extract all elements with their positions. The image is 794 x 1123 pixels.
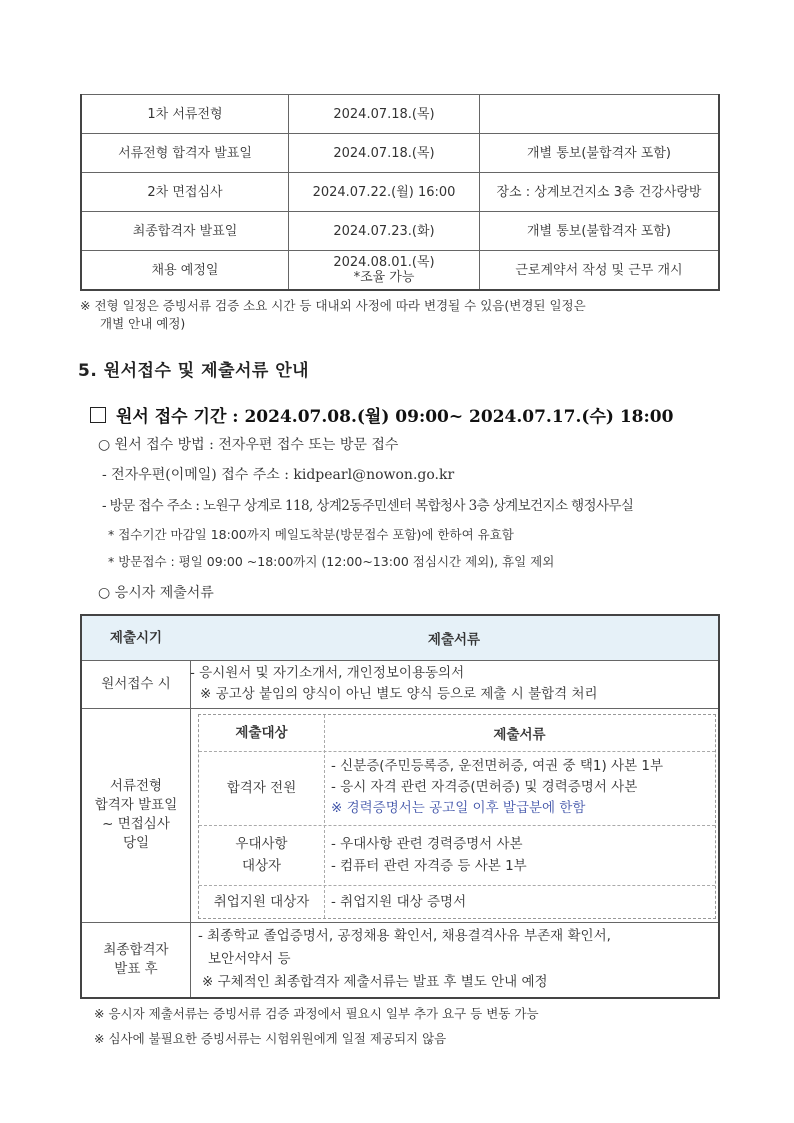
date-text: 2024.08.01.(목)	[333, 255, 435, 270]
table-header	[82, 616, 718, 661]
date-cell	[289, 251, 480, 291]
stage-cell: 서류전형 합격자 발표일	[81, 134, 289, 173]
when-line: 발표 후	[114, 960, 158, 977]
doc-note: ※ 공고상 붙임의 양식이 아닌 별도 양식 등으로 제출 시 불합격 처리	[200, 686, 598, 702]
stage-cell: 2차 면접심사	[81, 173, 289, 212]
table-row	[81, 134, 719, 173]
stage-cell: 1차 서류전형	[81, 95, 289, 134]
target-line: 우대사항	[235, 836, 288, 852]
header-when: 제출시기	[109, 629, 163, 646]
application-method: ○ 원서 접수 방법 : 전자우편 접수 또는 방문 접수	[98, 437, 399, 453]
inner-row	[199, 751, 715, 826]
when-line: 서류전형	[109, 778, 163, 794]
stage-cell: 최종합격자 발표일	[81, 212, 289, 251]
documents-heading: ○ 응시자 제출서류	[98, 585, 214, 601]
inner-header-target: 제출대상	[235, 725, 288, 741]
stage-cell: 채용 예정일	[81, 251, 289, 291]
section-title: 5. 원서접수 및 제출서류 안내	[78, 361, 310, 381]
when-line: ~ 면접심사	[102, 816, 170, 832]
table-row	[81, 173, 719, 212]
date-cell: 2024.07.22.(월) 16:00	[289, 173, 480, 212]
doc-line: 보안서약서 등	[208, 951, 291, 967]
schedule-table	[80, 94, 720, 291]
table-row	[82, 922, 718, 997]
table-row	[81, 251, 719, 291]
deadline-note: * 접수기간 마감일 18:00까지 메일도착분(방문접수 포함)에 한하여 유효함	[108, 527, 514, 542]
bottom-note: ※ 심사에 불필요한 증빙서류는 시험위원에게 일절 제공되지 않음	[94, 1031, 447, 1046]
doc-note: ※ 구체적인 최종합격자 제출서류는 발표 후 별도 안내 예정	[202, 974, 548, 990]
period-text: 원서 접수 기간 : 2024.07.08.(월) 09:00~ 2024.07.17.(수) 18:00	[116, 407, 674, 427]
target-line: 대상자	[241, 858, 282, 874]
note-cell	[480, 95, 720, 134]
schedule-footnote-cont: 개별 안내 예정)	[100, 316, 186, 331]
table-row	[81, 212, 719, 251]
date-cell: 2024.07.23.(화)	[289, 212, 480, 251]
note-cell: 장소 : 상계보건지소 3층 건강사랑방	[480, 173, 720, 212]
doc-line: - 응시 자격 관련 자격증(면허증) 및 경력증명서 사본	[331, 779, 638, 795]
doc-line: - 취업지원 대상 증명서	[331, 894, 467, 910]
when-line: 최종합격자	[103, 941, 169, 958]
table-row	[81, 95, 719, 134]
inner-row	[199, 825, 715, 886]
when-cell: 원서접수 시	[101, 675, 171, 692]
when-line: 당일	[122, 835, 150, 851]
table-row	[82, 660, 718, 709]
schedule-footnote: ※ 전형 일정은 증빙서류 검증 소요 시간 등 대내외 사정에 따라 변경될 수 있음(변경된 일정은	[80, 298, 586, 313]
bottom-note: ※ 응시자 제출서류는 증빙서류 검증 과정에서 필요시 일부 추가 요구 등 변동 가능	[94, 1006, 539, 1021]
visit-hours-note: * 방문접수 : 평일 09:00 ~18:00까지 (12:00~13:00 점심시간 제외), 휴일 제외	[108, 554, 555, 569]
doc-line: - 최종학교 졸업증명서, 공정채용 확인서, 채용결격사유 부존재 확인서,	[198, 928, 611, 944]
documents-table	[80, 614, 720, 999]
target-cell	[199, 825, 324, 885]
date-cell: 2024.07.18.(목)	[289, 134, 480, 173]
doc-line: - 신분증(주민등록증, 운전면허증, 여권 중 택1) 사본 1부	[331, 758, 664, 774]
inner-header	[199, 715, 715, 752]
header-docs: 제출서류	[427, 632, 481, 648]
doc-line: - 컴퓨터 관련 자격증 등 사본 1부	[331, 858, 527, 874]
note-cell: 근로계약서 작성 및 근무 개시	[480, 251, 720, 291]
target-cell: 취업지원 대상자	[213, 894, 310, 910]
target-cell: 합격자 전원	[226, 780, 297, 796]
doc-line: - 우대사항 관련 경력증명서 사본	[331, 836, 523, 852]
note-cell: 개별 통보(불합격자 포함)	[480, 134, 720, 173]
when-cell	[82, 708, 190, 922]
application-period	[90, 402, 673, 427]
note-cell: 개별 통보(불합격자 포함)	[480, 212, 720, 251]
inner-header-docs: 제출서류	[493, 727, 546, 743]
doc-note: ※ 경력증명서는 공고일 이후 발급분에 한함	[331, 800, 586, 816]
date-subtext: *조율 가능	[353, 270, 415, 285]
inner-row	[199, 885, 715, 919]
inner-documents-table	[198, 714, 716, 919]
doc-line: - 응시원서 및 자기소개서, 개인정보이용동의서	[190, 665, 465, 681]
visit-address-line: - 방문 접수 주소 : 노원구 상계로 118, 상계2동주민센터 복합청사 3층 상계보건지소 행정사무실	[102, 498, 634, 514]
when-cell	[82, 922, 190, 997]
checkbox-square-icon	[90, 407, 106, 423]
email-address-line: - 전자우편(이메일) 접수 주소 : kidpearl@nowon.go.kr	[102, 467, 455, 483]
when-line: 합격자 발표일	[94, 797, 178, 813]
date-cell: 2024.07.18.(목)	[289, 95, 480, 134]
